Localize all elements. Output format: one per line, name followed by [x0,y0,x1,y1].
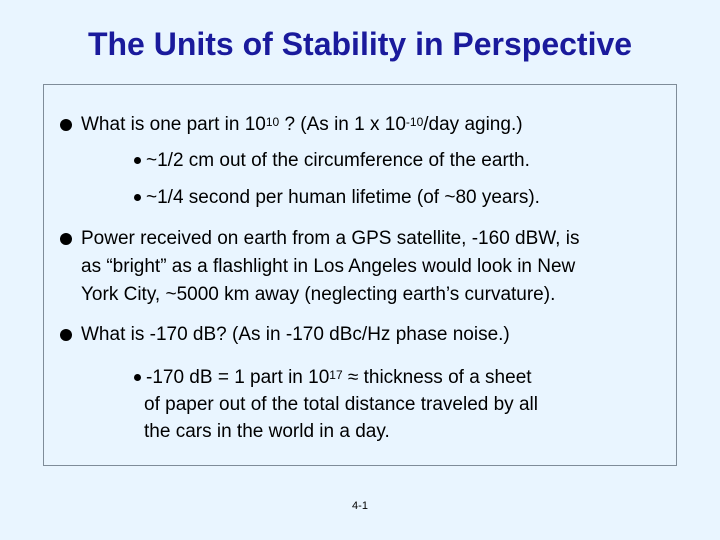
bullet-one-exponent: 10 [265,115,280,129]
sub-bullet-dot-icon [134,374,141,381]
sub-bullet-dot-icon [134,157,141,164]
sub-bullet-three-pre: -170 dB = 1 part in 10 [146,367,330,388]
bullet-dot-icon [60,119,72,131]
bullet-three-text: What is -170 dB? (As in -170 dBc/Hz phase noise.) [81,324,510,345]
sub-bullet-three-line-2: of paper out of the total distance traveled by all [144,394,538,415]
bullet-dot-icon [60,233,72,245]
sub-bullet-three-line-1 [146,364,532,392]
bullet-two-line-1: Power received on earth from a GPS satellite, -160 dBW, is [81,228,580,249]
bullet-one-post: /day aging.) [423,114,523,135]
sub-bullet-three-line-3: the cars in the world in a day. [144,421,390,442]
sub-bullet-three-post: ≈ thickness of a sheet [342,367,532,388]
bullet-two-line-2: as “bright” as a flashlight in Los Angeles would look in New [81,256,576,277]
bullet-dot-icon [60,329,72,341]
sub-bullet-two-text: ~1/4 second per human lifetime (of ~80 years). [146,187,540,208]
page-number: 4-1 [352,500,368,512]
slide-title: The Units of Stability in Perspective [87,26,633,62]
sub-bullet-three-exponent: 17 [329,368,343,382]
bullet-one-pre: What is one part in 10 [81,114,266,135]
bullet-one-text [81,111,523,139]
sub-bullet-dot-icon [134,194,141,201]
bullet-one-mid: ? (As in 1 x 10 [279,114,406,135]
bullet-two-line-3: York City, ~5000 km away (neglecting earth’s curvature). [81,284,556,305]
bullet-one-exponent-2: -10 [405,115,424,129]
sub-bullet-one-text: ~1/2 cm out of the circumference of the earth. [146,150,530,171]
